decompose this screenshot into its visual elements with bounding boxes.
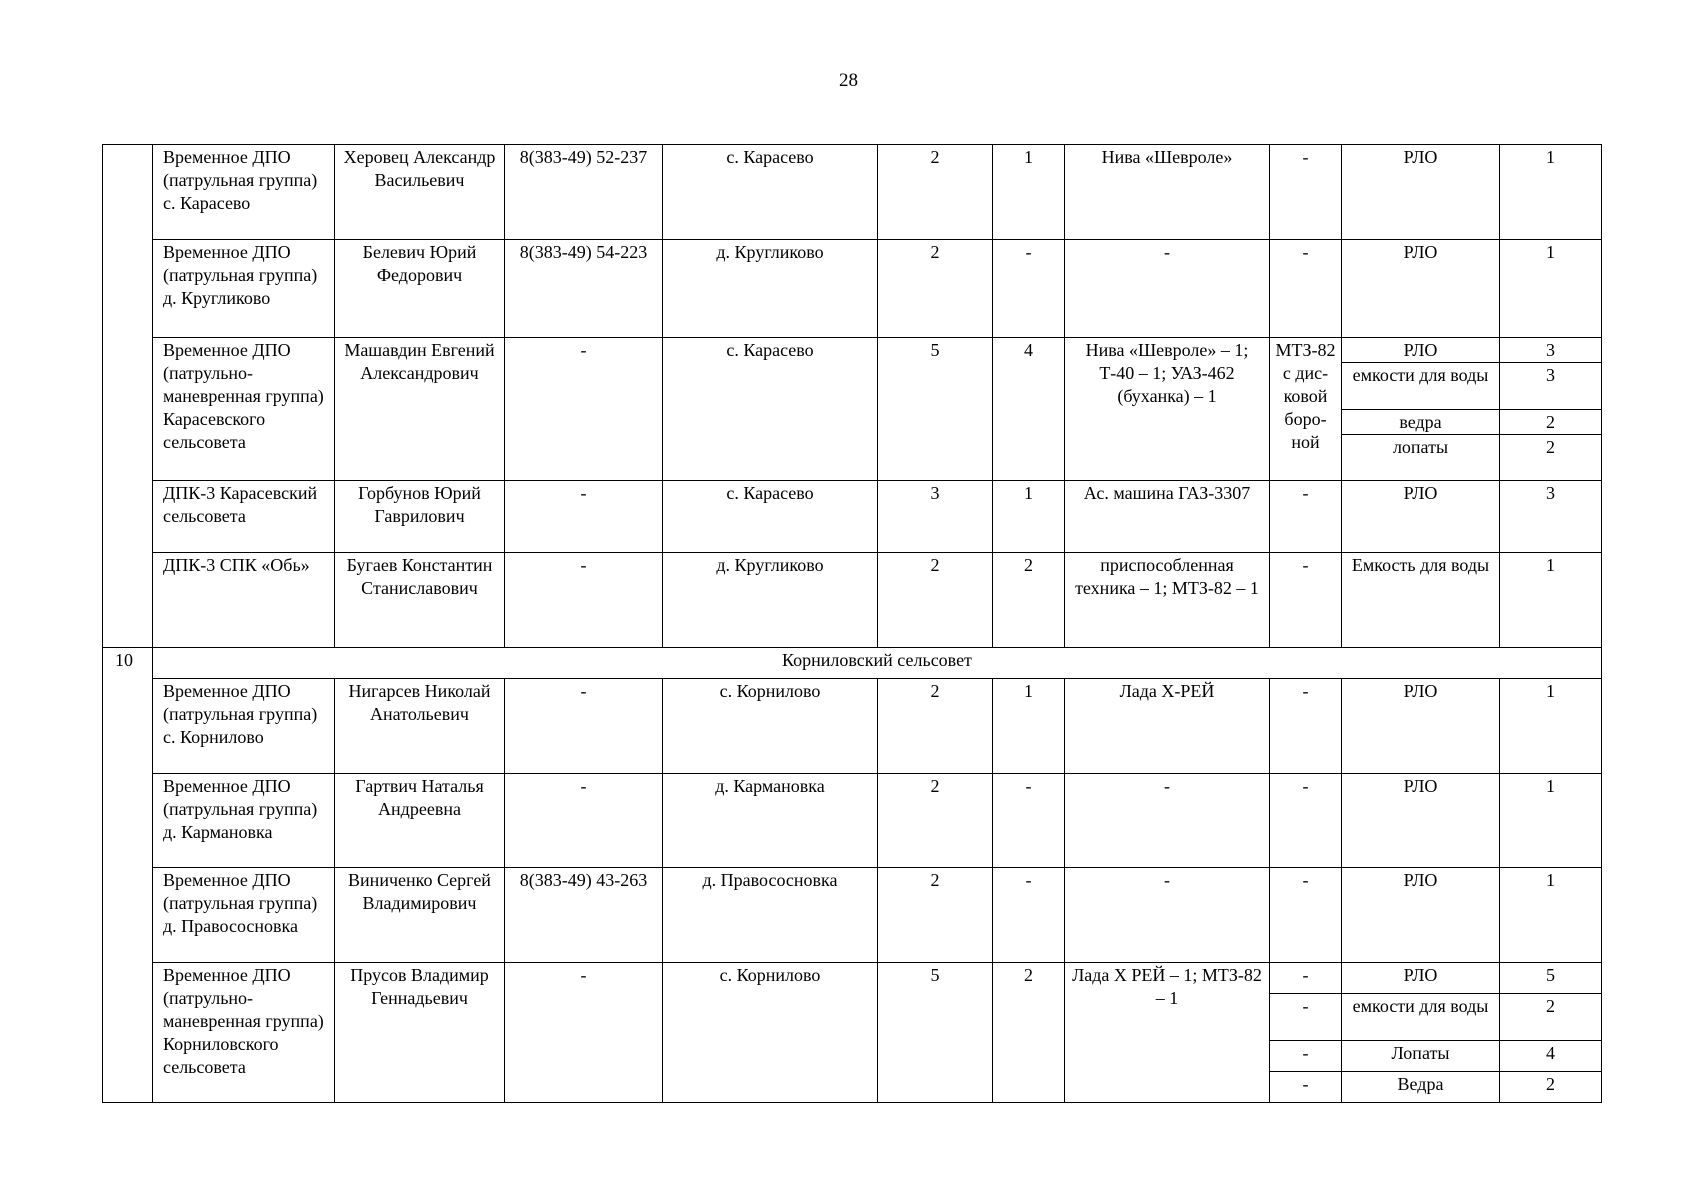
people-count: 2 [878, 774, 993, 868]
phone: - [505, 553, 663, 648]
table-row [103, 338, 1602, 363]
phone: 8(383-49) 52-237 [505, 145, 663, 240]
equipment: РЛО [1342, 338, 1500, 363]
unit-name: Временное ДПО (патрульная группа) д. Кармановка [153, 774, 335, 868]
equipment-count: 2 [1500, 1072, 1602, 1103]
equipment-count: 1 [1500, 774, 1602, 868]
row-number-cell [103, 145, 153, 648]
table-row [103, 481, 1602, 553]
table-row [103, 679, 1602, 774]
head-name: Горбунов Юрий Гаврилович [335, 481, 505, 553]
equipment: емкости для воды [1342, 994, 1500, 1041]
location: с. Корнилово [663, 963, 878, 1103]
equipment-count: 2 [1500, 994, 1602, 1041]
equipment: РЛО [1342, 145, 1500, 240]
special-equipment: - [1270, 145, 1342, 240]
table-row [103, 145, 1602, 240]
head-name: Прусов Владимир Геннадьевич [335, 963, 505, 1103]
units-count: 2 [993, 963, 1065, 1103]
phone: - [505, 679, 663, 774]
equipment-count: 1 [1500, 240, 1602, 338]
equipment-count: 1 [1500, 145, 1602, 240]
head-name: Нигарсев Николай Анатольевич [335, 679, 505, 774]
head-name: Машавдин Евгений Александрович [335, 338, 505, 481]
equipment: РЛО [1342, 679, 1500, 774]
location: д. Кругликово [663, 240, 878, 338]
equipment-count: 1 [1500, 679, 1602, 774]
special-equipment: - [1270, 1041, 1342, 1072]
head-name: Херовец Александр Васильевич [335, 145, 505, 240]
table-row [103, 868, 1602, 963]
phone: - [505, 774, 663, 868]
location: с. Карасево [663, 481, 878, 553]
table-row [103, 774, 1602, 868]
phone: - [505, 481, 663, 553]
phone: - [505, 338, 663, 481]
section-header-row [103, 648, 1602, 679]
units-count: 1 [993, 481, 1065, 553]
units-count: 4 [993, 338, 1065, 481]
unit-name: Временное ДПО (патрульная группа) с. Карасево [153, 145, 335, 240]
people-count: 3 [878, 481, 993, 553]
people-count: 2 [878, 868, 993, 963]
equipment: Емкость для воды [1342, 553, 1500, 648]
vehicles: Нива «Шевроле» – 1; Т-40 – 1; УАЗ-462 (буханка) – 1 [1065, 338, 1270, 481]
units-count: - [993, 868, 1065, 963]
location: д. Правососновка [663, 868, 878, 963]
head-name: Гартвич Наталья Андреевна [335, 774, 505, 868]
equipment-count: 1 [1500, 868, 1602, 963]
vehicles: - [1065, 868, 1270, 963]
equipment-count: 3 [1500, 338, 1602, 363]
people-count: 2 [878, 553, 993, 648]
equipment: РЛО [1342, 963, 1500, 994]
equipment-count: 3 [1500, 363, 1602, 410]
vehicles: приспособленная техника – 1; МТЗ-82 – 1 [1065, 553, 1270, 648]
special-equipment: - [1270, 994, 1342, 1041]
units-count: 1 [993, 145, 1065, 240]
equipment: лопаты [1342, 435, 1500, 481]
phone: - [505, 963, 663, 1103]
table-row [103, 240, 1602, 338]
unit-name: Временное ДПО (патрульно-маневренная группа) Корниловского сельсовета [153, 963, 335, 1103]
people-count: 2 [878, 679, 993, 774]
people-count: 2 [878, 145, 993, 240]
equipment: РЛО [1342, 481, 1500, 553]
special-equipment: - [1270, 774, 1342, 868]
equipment: РЛО [1342, 240, 1500, 338]
vehicles: - [1065, 240, 1270, 338]
equipment: Ведра [1342, 1072, 1500, 1103]
special-equipment: - [1270, 868, 1342, 963]
people-count: 5 [878, 338, 993, 481]
head-name: Белевич Юрий Федорович [335, 240, 505, 338]
head-name: Виниченко Сергей Владимирович [335, 868, 505, 963]
unit-name: ДПК-3 Карасевский сельсовета [153, 481, 335, 553]
special-equipment: - [1270, 481, 1342, 553]
phone: 8(383-49) 43-263 [505, 868, 663, 963]
people-count: 2 [878, 240, 993, 338]
section-number: 10 [103, 648, 153, 1103]
unit-name: Временное ДПО (патрульная группа) д. Правососновка [153, 868, 335, 963]
equipment: Лопаты [1342, 1041, 1500, 1072]
units-count: - [993, 774, 1065, 868]
vehicles: Лада X РЕЙ – 1; МТЗ-82 – 1 [1065, 963, 1270, 1103]
special-equipment: МТЗ-82 с дис-ковой боро-ной [1270, 338, 1342, 481]
equipment-count: 1 [1500, 553, 1602, 648]
equipment-count: 2 [1500, 410, 1602, 435]
unit-name: ДПК-3 СПК «Обь» [153, 553, 335, 648]
vehicles: Ас. машина ГАЗ-3307 [1065, 481, 1270, 553]
people-count: 5 [878, 963, 993, 1103]
equipment: емкости для воды [1342, 363, 1500, 410]
location: с. Карасево [663, 145, 878, 240]
special-equipment: - [1270, 240, 1342, 338]
equipment-count: 3 [1500, 481, 1602, 553]
special-equipment: - [1270, 553, 1342, 648]
vehicles: Нива «Шевроле» [1065, 145, 1270, 240]
location: д. Кармановка [663, 774, 878, 868]
equipment: РЛО [1342, 774, 1500, 868]
special-equipment: - [1270, 1072, 1342, 1103]
phone: 8(383-49) 54-223 [505, 240, 663, 338]
vehicles: - [1065, 774, 1270, 868]
equipment: РЛО [1342, 868, 1500, 963]
location: д. Кругликово [663, 553, 878, 648]
units-count: 2 [993, 553, 1065, 648]
equipment: ведра [1342, 410, 1500, 435]
unit-name: Временное ДПО (патрульная группа) с. Корнилово [153, 679, 335, 774]
unit-name: Временное ДПО (патрульная группа) д. Кругликово [153, 240, 335, 338]
table-row [103, 963, 1602, 994]
section-title: Корниловский сельсовет [153, 648, 1602, 679]
location: с. Корнилово [663, 679, 878, 774]
special-equipment: - [1270, 679, 1342, 774]
head-name: Бугаев Константин Станиславович [335, 553, 505, 648]
unit-name: Временное ДПО (патрульно-маневренная группа) Карасевского сельсовета [153, 338, 335, 481]
equipment-count: 4 [1500, 1041, 1602, 1072]
special-equipment: - [1270, 963, 1342, 994]
units-table [102, 144, 1602, 1103]
table-row [103, 553, 1602, 648]
equipment-count: 5 [1500, 963, 1602, 994]
equipment-count: 2 [1500, 435, 1602, 481]
vehicles: Лада X-РЕЙ [1065, 679, 1270, 774]
location: с. Карасево [663, 338, 878, 481]
units-count: - [993, 240, 1065, 338]
units-count: 1 [993, 679, 1065, 774]
page-number: 28 [839, 70, 858, 91]
